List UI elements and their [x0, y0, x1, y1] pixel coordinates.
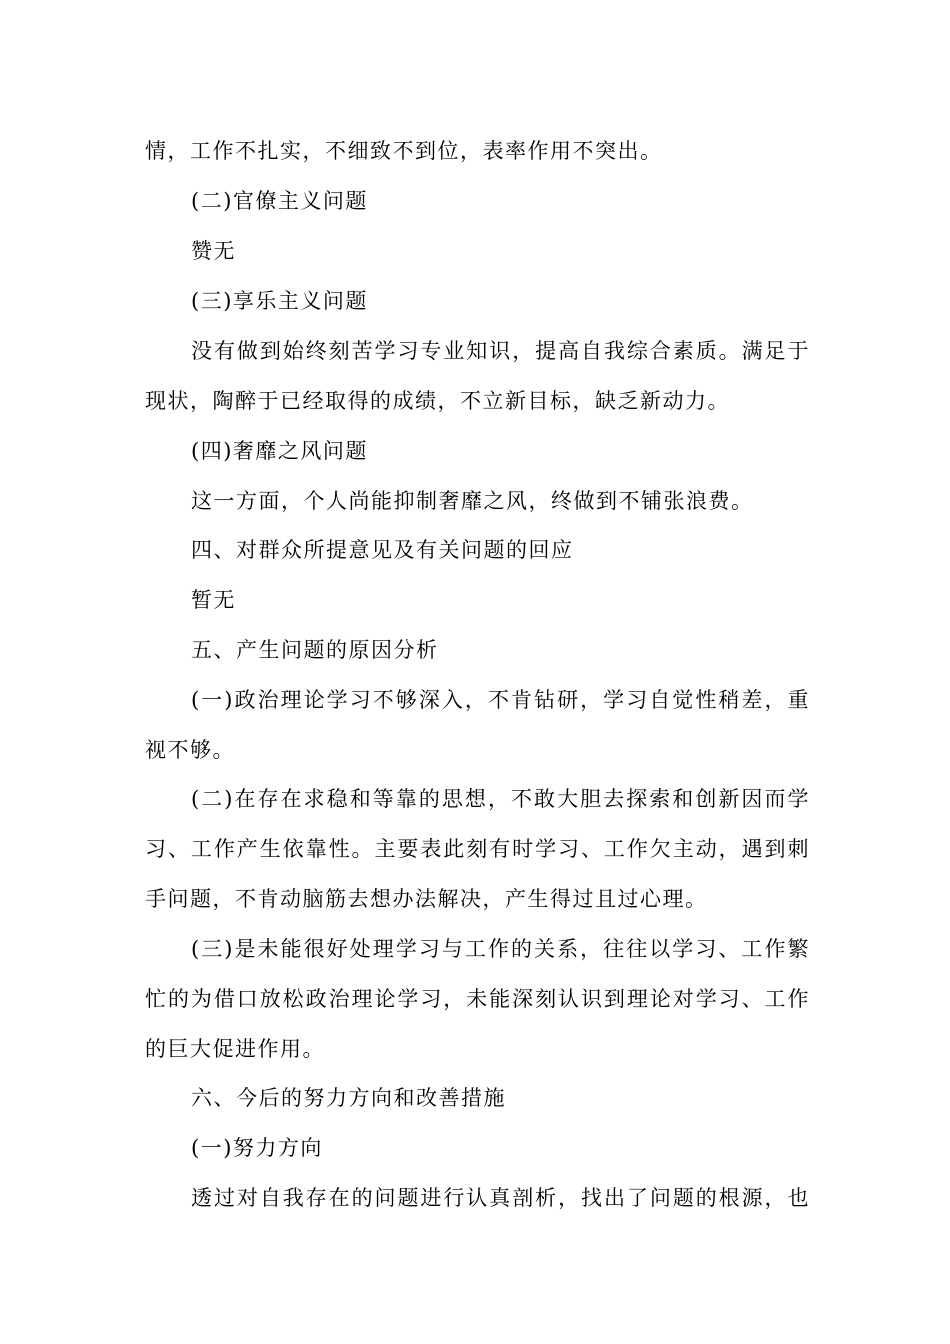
- paragraph-line: (二)在存在求稳和等靠的思想，不敢大胆去探索和创新因而学: [191, 787, 810, 811]
- section-heading: 四、对群众所提意见及有关问题的回应: [191, 538, 574, 562]
- subsection-heading: (四)奢靡之风问题: [191, 439, 368, 463]
- paragraph-line: 视不够。: [145, 738, 235, 762]
- paragraph-line: 这一方面，个人尚能抑制奢靡之风，终做到不铺张浪费。: [191, 489, 754, 513]
- paragraph-line: 现状，陶醉于已经取得的成绩，不立新目标，缺乏新动力。: [145, 389, 730, 413]
- paragraph-line: 没有做到始终刻苦学习专业知识，提高自我综合素质。满足于: [191, 339, 810, 363]
- paragraph-line: 忙的为借口放松政治理论学习，未能深刻认识到理论对学习、工作: [145, 987, 810, 1011]
- subsection-heading: (三)享乐主义问题: [191, 289, 368, 313]
- section-heading: 六、今后的努力方向和改善措施: [191, 1086, 506, 1110]
- paragraph-line: 的巨大促进作用。: [145, 1037, 325, 1061]
- subsection-heading: (二)官僚主义问题: [191, 189, 368, 213]
- paragraph-line: 手问题，不肯动脑筋去想办法解决，产生得过且过心理。: [145, 887, 708, 911]
- paragraph-line: (一)政治理论学习不够深入，不肯钻研，学习自觉性稍差，重: [191, 688, 810, 712]
- section-heading: 五、产生问题的原因分析: [191, 638, 439, 662]
- paragraph-line: 暂无: [191, 588, 236, 612]
- paragraph-line: 习、工作产生依靠性。主要表此刻有时学习、工作欠主动，遇到刺: [145, 837, 810, 861]
- subsection-heading: (一)努力方向: [191, 1136, 323, 1160]
- paragraph-line: 透过对自我存在的问题进行认真剖析，找出了问题的根源，也: [191, 1186, 810, 1210]
- paragraph-line: (三)是未能很好处理学习与工作的关系，往往以学习、工作繁: [191, 937, 810, 961]
- paragraph-line: 情，工作不扎实，不细致不到位，表率作用不突出。: [145, 139, 663, 163]
- paragraph-line: 赞无: [191, 239, 236, 263]
